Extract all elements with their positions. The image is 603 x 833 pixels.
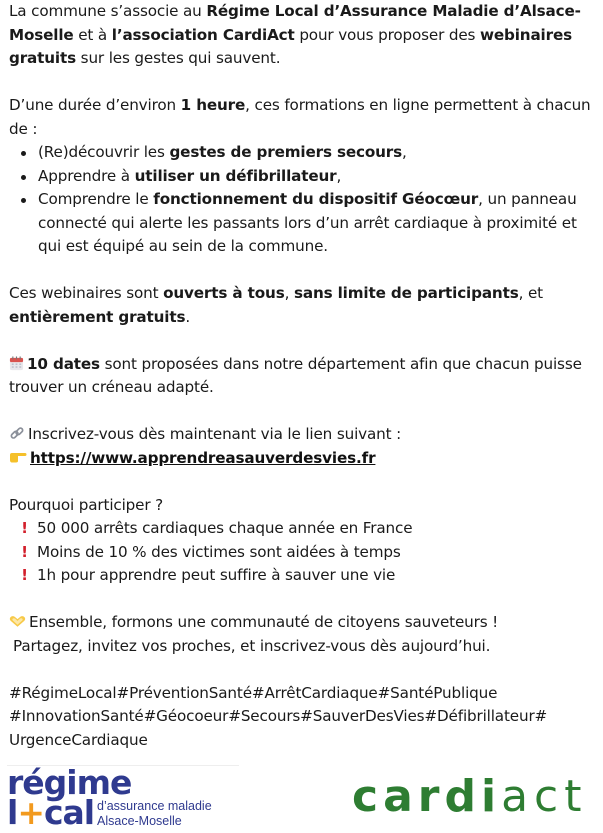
open-text: Ces webinaires sont [9,284,164,302]
dates-paragraph [9,353,599,400]
intro-bold-webinars: webinaires gratuits [9,25,572,67]
pointing-hand-icon [9,451,27,463]
together-line1 [9,611,599,635]
logo-letter: l [7,793,18,832]
list-item-text: Apprendre à [38,166,135,185]
list-item-text: Comprendre le [38,190,154,208]
calendar-icon [9,356,24,371]
intro-text: sur les gestes qui sauvent. [76,49,281,67]
open-paragraph [9,282,599,329]
together-text: Ensemble, formons une communauté de citoyens sauveteurs ! [29,613,499,631]
list-item [38,141,599,165]
why-list [9,517,599,588]
logo-word-act: act [501,771,588,822]
list-item-text: , [402,143,407,161]
list-item-text: 50 000 arrêts cardiaques chaque année en France [37,519,413,537]
list-item [9,517,599,541]
exclamation-icon: ! [21,542,28,561]
duration-paragraph [9,94,599,141]
logo-word-regime: régime [7,763,132,802]
dates-bold: 10 dates [27,354,100,373]
regime-local-logo [7,765,242,831]
benefits-list [9,141,599,259]
intro-paragraph [9,0,599,71]
why-title: Pourquoi participer ? [9,495,164,514]
open-bold: sans limite de participants [293,284,519,302]
list-item-text: , un panneau connecté qui alerte les passants lors d’un arrêt cardiaque à proximité et qui est équipé au sein de la commune. [38,190,577,255]
post-body [9,0,599,752]
hashtag-line[interactable]: #RégimeLocal#PréventionSanté#ArrêtCardiaque#SantéPublique [9,683,498,702]
signup-line [9,423,599,447]
list-item-bold: fonctionnement du dispositif Géocœur [153,190,479,208]
open-text: , [284,284,294,302]
dates-text: sont proposées dans notre département afin que chacun puisse trouver un créneau adapté. [9,354,582,396]
logo-word-local [7,795,94,831]
logo-word-cardi: cardi [352,771,502,822]
exclamation-icon: ! [21,566,28,584]
list-item [9,564,599,588]
list-item [9,541,599,565]
duration-text: , ces formations en ligne permettent à chacun de : [9,96,591,138]
hashtag-line[interactable]: UrgenceCardiaque [9,730,148,749]
url-line [9,447,599,471]
signup-text: Inscrivez-vous dès maintenant via le lien suivant : [28,425,402,443]
heart-hands-icon [9,615,26,628]
duration-bold: 1 heure [180,96,246,114]
list-item [38,165,599,189]
list-item-text: Moins de 10 % des victimes sont aidées à temps [37,542,401,561]
list-item-bold: utiliser un défibrillateur [134,166,337,185]
list-item-text: (Re)découvrir les [38,143,170,161]
intro-bold-regime: Régime Local d’Assurance Maladie d’Alsace-Moselle [9,2,581,44]
intro-text: et à [73,25,112,44]
signup-link[interactable]: https://www.apprendreasauverdesvies.fr [30,448,376,467]
hashtags [9,682,599,753]
open-bold: entièrement gratuits [9,307,186,326]
open-bold: ouverts à tous [163,284,285,302]
cardiact-logo [352,772,587,822]
plus-icon: + [17,793,44,832]
list-item-text: 1h pour apprendre peut suffire à sauver une vie [37,566,396,584]
intro-bold-cardiact: l’association CardiAct [111,25,295,44]
hashtag-line[interactable]: #InnovationSanté#Géocoeur#Secours#SauverDesVies#Défibrillateur# [9,707,548,725]
together-line2: Partagez, invitez vos proches, et inscrivez-vous dès aujourd’hui. [13,636,491,655]
link-icon [9,426,25,441]
list-item [38,188,599,259]
intro-text: pour vous proposer des [294,25,480,44]
intro-text: La commune s’associe au [9,2,207,20]
exclamation-icon: ! [21,519,28,537]
logo-subtitle [97,799,212,829]
logo-letters: cal [43,793,95,832]
logo-subtitle-line: Alsace-Moselle [97,814,182,828]
duration-text: D’une durée d’environ [9,96,181,114]
open-text: , et [518,284,543,302]
list-item-bold: gestes de premiers secours [169,143,403,161]
open-text: . [185,307,191,326]
list-item-text: , [336,166,342,185]
logo-subtitle-line: d’assurance maladie [97,799,212,813]
